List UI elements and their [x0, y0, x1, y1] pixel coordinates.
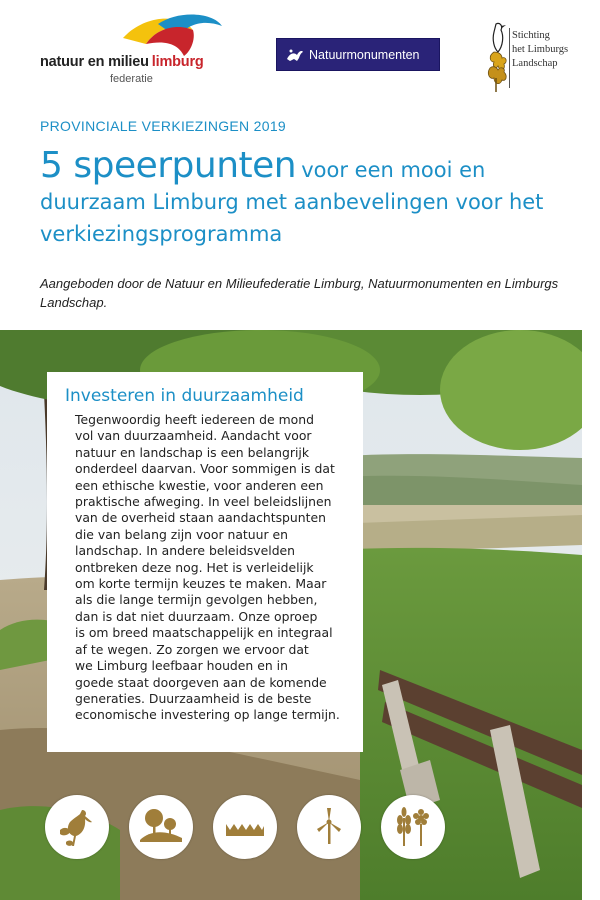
sl-line-2: het Limburgs	[512, 44, 569, 55]
kicker-label: PROVINCIALE VERKIEZINGEN 2019	[40, 118, 287, 134]
sl-line-1: Stichting	[512, 30, 550, 41]
nml-wordmark-black: natuur en milieu	[40, 54, 149, 70]
nm-animals-icon	[285, 47, 305, 63]
title-rest: voor een mooi en duurzaam Limburg met aanbevelingen voor het verkiezingsprogramma	[40, 158, 544, 246]
landscape-trees-icon	[129, 795, 193, 859]
nml-wordmark-red: limburg	[151, 54, 204, 70]
intro-text: Aangeboden door de Natuur en Milieufederatie Limburg, Natuurmonumenten en Limburgs Landschap.	[40, 276, 559, 310]
page-title	[40, 145, 570, 251]
wind-turbine-icon	[297, 795, 361, 859]
nml-sub-label: federatie	[110, 73, 153, 85]
sl-bird-oak-icon	[484, 18, 510, 94]
box-body: Tegenwoordig heeft iedereen de mond vol van duurzaamheid. Aandacht voor natuur en landschap is een belangrijk onderdeel daarvan. Voor sommigen is dat een ethische kwestie, voor anderen een praktische afweging. In veel beleidslijnen van de overheid staan aandachtspunten die van belang zijn voor natuur en landschap. In andere beleidsvelden ontbreken deze nog. Het is verleidelijk om korte termijn keuzes te maken. Maar als die lange termijn gevolgen hebben, dan is dat niet duurzaam. Onze oproep is om breed maatschappelijk en integraal af te wegen. Zo zorgen we ervoor dat we Limburg leefbaar houden en in goede staat doorgeven aan de komende generaties. Duurzaamheid is de beste economische investering op lange termijn.	[75, 412, 340, 723]
logo-natuurmonumenten	[276, 38, 440, 71]
title-big: 5 speerpunten	[40, 145, 297, 186]
water-icon	[213, 795, 277, 859]
sl-line-3: Landschap	[512, 58, 558, 69]
nm-label: Natuurmonumenten	[309, 47, 420, 62]
crops-flower-icon	[381, 795, 445, 859]
birds-icon	[45, 795, 109, 859]
content-box	[47, 372, 363, 752]
logo-header	[0, 0, 600, 100]
nml-wordmark	[40, 54, 204, 70]
sl-divider	[509, 28, 510, 88]
theme-icons	[45, 795, 445, 861]
logo-limburgs-landschap	[484, 18, 600, 94]
nml-swoosh-icon	[118, 14, 228, 56]
box-title: Investeren in duurzaamheid	[65, 386, 304, 406]
logo-natuur-en-milieu-limburg	[38, 14, 238, 94]
